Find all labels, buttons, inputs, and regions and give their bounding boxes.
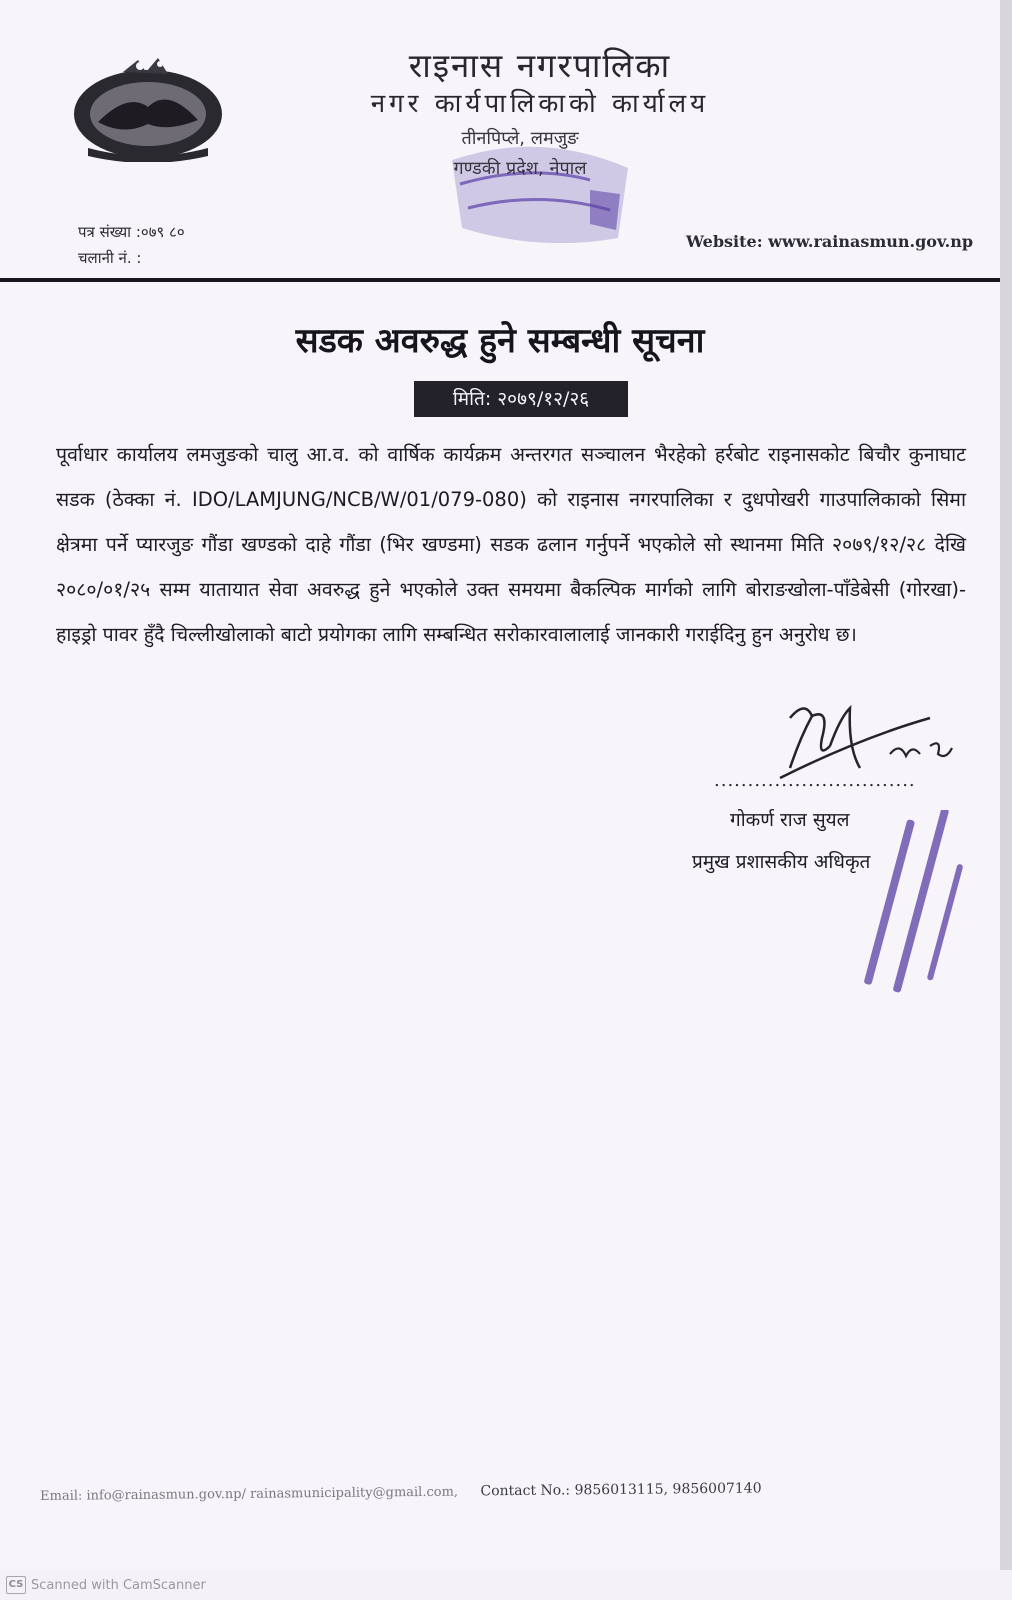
office-name: नगर कार्यपालिकाको कार्यालय — [370, 89, 710, 119]
scan-edge — [1000, 0, 1012, 1570]
signature-line: .............................. — [714, 770, 916, 791]
notice-date: मिति: २०७९/१२/२६ — [414, 381, 628, 417]
signatory-name: गोकर्ण राज सुयल — [730, 809, 850, 831]
chalani-number: चलानी नं. : — [78, 249, 142, 267]
footer-contact — [40, 1479, 900, 1504]
signatory-stamp — [848, 810, 988, 1020]
notice-title: सडक अवरुद्ध हुने सम्बन्धी सूचना — [295, 321, 705, 361]
header-divider — [0, 278, 1000, 282]
website-address: Website: www.rainasmun.gov.np — [686, 232, 974, 251]
municipality-name: राइनास नगरपालिका — [408, 46, 672, 85]
camscanner-watermark — [6, 1576, 206, 1594]
footer-emails: Email: info@rainasmun.gov.np/ rainasmunicipality@gmail.com, — [40, 1484, 459, 1504]
signatory-title: प्रमुख प्रशासकीय अधिकृत — [692, 851, 871, 873]
office-province: गण्डकी प्रदेश, नेपाल — [453, 158, 587, 179]
nepal-emblem-logo — [68, 52, 228, 162]
camscanner-text: Scanned with CamScanner — [31, 1577, 206, 1593]
office-address: तीनपिप्ले, लमजुङ — [461, 128, 579, 149]
camscanner-icon: CS — [6, 1576, 26, 1594]
notice-body: पूर्वाधार कार्यालय लमजुङको चालु आ.व. को वार्षिक कार्यक्रम अन्तरगत सञ्चालन भैरहेको हर्रबोट राइनासकोट बिचौर कुनाघाट सडक (ठेक्का नं. IDO/LAMJUNG/NCB/W/01/079-080) को राइनास नगरपालिका र दुधपोखरी गाउपालिकाको सिमा क्षेत्रमा पर्ने प्यारजुङ गौंडा खण्डको दाहे गौंडा (भिर खण्डमा) सडक ढलान गर्नुपर्ने भएकोले सो स्थानमा मिति २०७९/१२/२८ देखि २०८०/०१/२५ सम्म यातायात सेवा अवरुद्ध हुने भएकोले उक्त समयमा बैकल्पिक मार्गको लागि बोराङखोला-पाँडेबेसी (गोरखा)-हाइड्रो पावर हुँदै चिल्लीखोलाको बाटो प्रयोगका लागि सम्बन्धित सरोकारवालालाई जानकारी गराईदिनु हुन अनुरोध छ। — [56, 443, 966, 646]
patra-sankhya: पत्र संख्या :०७९ ८० — [78, 223, 185, 241]
footer-contact-numbers: Contact No.: 9856013115, 9856007140 — [480, 1480, 762, 1500]
